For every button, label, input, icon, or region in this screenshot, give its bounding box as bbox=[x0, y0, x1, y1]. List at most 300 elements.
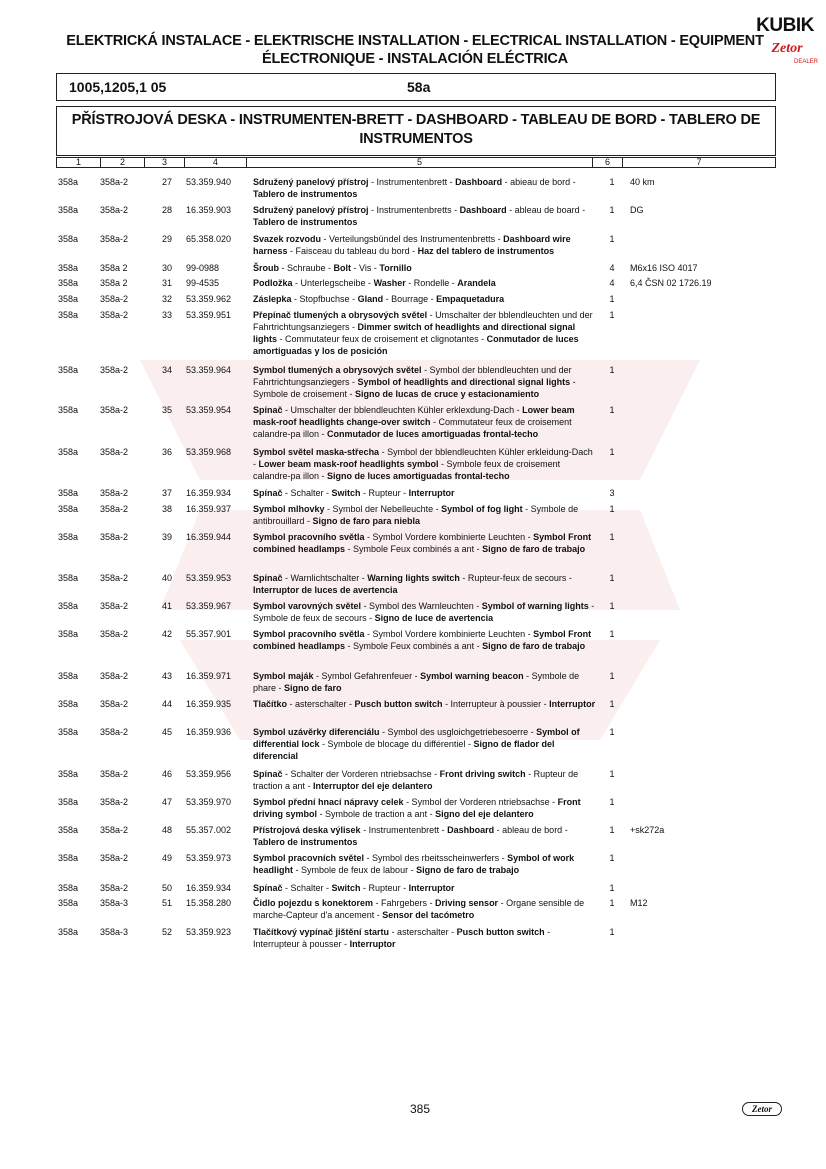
description-part: - Symbole feux de croisement calandre-pa illon - bbox=[253, 459, 561, 481]
col-position: 43 bbox=[161, 671, 172, 681]
description-bold-part: Lower beam mask-roof headlights symbol bbox=[258, 459, 439, 469]
description-bold-part: Šroub bbox=[253, 263, 279, 273]
description-part: - Symbol der bblendleuchten und der Fahrtrichtungsanziegers - bbox=[253, 365, 572, 387]
col-position: 40 bbox=[161, 573, 172, 583]
col-part-number: 53.359.951 bbox=[186, 310, 232, 320]
col-subgroup: 358a-2 bbox=[100, 234, 129, 244]
description-part: - Symbole de feux de labour - bbox=[293, 865, 417, 875]
description-part: - Faisceau du tableau du bord - bbox=[287, 246, 418, 256]
description-bold-part: Symbol pracovních světel bbox=[253, 853, 365, 863]
col-note: M6x16 ISO 4017 bbox=[630, 263, 698, 273]
col-subgroup: 358a-2 bbox=[100, 205, 129, 215]
col-subgroup: 358a-2 bbox=[100, 797, 129, 807]
col-quantity: 1 bbox=[609, 898, 615, 908]
description-part: - Symbole Feux combinés a ant - bbox=[345, 641, 483, 651]
logo-kubik-text: KUBIK bbox=[756, 15, 814, 36]
col-quantity: 1 bbox=[609, 825, 615, 835]
col-group: 358a bbox=[58, 853, 79, 863]
description-bold-part: Tlačítkový vypínač jištění startu bbox=[253, 927, 390, 937]
col-quantity: 1 bbox=[609, 883, 615, 893]
col-part-number: 53.359.964 bbox=[186, 365, 232, 375]
col-group: 358a bbox=[58, 294, 79, 304]
page-number: 385 bbox=[409, 1102, 431, 1116]
col-description bbox=[253, 364, 597, 400]
description-bold-part: Symbol of warning lights bbox=[481, 601, 589, 611]
col-position: 45 bbox=[161, 727, 172, 737]
col-group: 358a bbox=[58, 699, 79, 709]
col-part-number: 99-4535 bbox=[186, 278, 220, 288]
description-part: - Symbol der Vorderen ntriebsachse - bbox=[403, 797, 558, 807]
description-bold-part: Interruptor bbox=[408, 488, 455, 498]
col-group: 358a bbox=[58, 310, 79, 320]
col-subgroup: 358a 2 bbox=[100, 263, 128, 273]
description-bold-part: Symbol pracovního světla bbox=[253, 629, 365, 639]
col-quantity: 1 bbox=[609, 405, 615, 415]
description-part: - Commutateur feux de croisement calandre-pa illon - bbox=[253, 417, 572, 439]
col-position: 37 bbox=[161, 488, 172, 498]
col-position: 38 bbox=[161, 504, 172, 514]
description-part: - Umschalter der bblendleuchten Kühler erklexdung-Dach - bbox=[282, 405, 523, 415]
description-part: - Rupteur - bbox=[360, 883, 409, 893]
description-bold-part: Přepínač tlumených a obrysových světel bbox=[253, 310, 428, 320]
col-part-number: 53.359.954 bbox=[186, 405, 232, 415]
col-subgroup: 358a-2 bbox=[100, 488, 129, 498]
col-part-number: 16.359.935 bbox=[186, 699, 232, 709]
col-group: 358a bbox=[58, 825, 79, 835]
col-group: 358a bbox=[58, 671, 79, 681]
description-part: - Stopfbuchse - bbox=[291, 294, 358, 304]
description-bold-part: Lower beam mask-roof headlights change-over switch bbox=[253, 405, 575, 427]
col-subgroup: 358a-2 bbox=[100, 727, 129, 737]
description-bold-part: Tlačítko bbox=[253, 699, 288, 709]
description-bold-part: Front driving switch bbox=[439, 769, 526, 779]
col-description bbox=[253, 277, 597, 289]
group-code: 58a bbox=[407, 79, 431, 95]
col-note: 6,4 ČSN 02 1726.19 bbox=[630, 278, 712, 288]
col-subgroup: 358a-2 bbox=[100, 365, 129, 375]
col-part-number: 16.359.971 bbox=[186, 671, 232, 681]
col-part-number: 53.359.940 bbox=[186, 177, 232, 187]
col-subgroup: 358a-2 bbox=[100, 310, 129, 320]
column-header-4: 4 bbox=[185, 158, 247, 167]
description-bold-part: Interruptor bbox=[349, 939, 396, 949]
col-quantity: 1 bbox=[609, 601, 615, 611]
description-part: - Schraube - bbox=[279, 263, 334, 273]
description-bold-part: Conmutador de luces amortiguadas y los de posición bbox=[253, 334, 579, 356]
col-description bbox=[253, 670, 597, 694]
description-bold-part: Symbol warning beacon bbox=[420, 671, 524, 681]
footer-zetor-logo: Zetor bbox=[742, 1102, 782, 1116]
column-header bbox=[56, 157, 776, 168]
description-part: - Rupteur - bbox=[360, 488, 409, 498]
description-bold-part: Symbol mlhovky bbox=[253, 504, 325, 514]
description-bold-part: Switch bbox=[331, 488, 361, 498]
description-part: - asterschalter - bbox=[389, 927, 457, 937]
col-quantity: 1 bbox=[609, 797, 615, 807]
description-part: - Symbole de antibrouillard - bbox=[253, 504, 579, 526]
description-part: - ableau de bord - bbox=[494, 825, 568, 835]
description-bold-part: Symbol tlumených a obrysových světel bbox=[253, 365, 422, 375]
description-bold-part: Signo de flador del diferencial bbox=[253, 739, 555, 761]
description-bold-part: Switch bbox=[331, 883, 361, 893]
description-bold-part: Spínač bbox=[253, 405, 283, 415]
col-position: 27 bbox=[161, 177, 172, 187]
col-group: 358a bbox=[58, 898, 79, 908]
col-description bbox=[253, 404, 597, 440]
description-bold-part: Symbol Front combined headlamps bbox=[253, 532, 592, 554]
description-bold-part: Washer bbox=[373, 278, 406, 288]
description-part: - Unterlegscheibe - bbox=[292, 278, 374, 288]
description-part: - Symbole de blocage du différentiel - bbox=[319, 739, 474, 749]
col-description bbox=[253, 600, 597, 624]
description-part: - Symbol Vordere kombinierte Leuchten - bbox=[364, 629, 534, 639]
col-group: 358a bbox=[58, 573, 79, 583]
col-subgroup: 358a-2 bbox=[100, 601, 129, 611]
model-box bbox=[56, 73, 776, 101]
col-description bbox=[253, 233, 597, 257]
description-part: - Interrupteur à pousser - bbox=[253, 927, 551, 949]
col-group: 358a bbox=[58, 797, 79, 807]
col-group: 358a bbox=[58, 365, 79, 375]
description-bold-part: Warning lights switch bbox=[367, 573, 460, 583]
col-position: 28 bbox=[161, 205, 172, 215]
description-bold-part: Sensor del tacómetro bbox=[382, 910, 475, 920]
col-subgroup: 358a-2 bbox=[100, 177, 129, 187]
col-quantity: 1 bbox=[609, 504, 615, 514]
col-quantity: 1 bbox=[609, 573, 615, 583]
description-bold-part: Symbol pracovního světla bbox=[253, 532, 365, 542]
description-part: - Instrumentenbrett - bbox=[360, 825, 448, 835]
description-bold-part: Arandela bbox=[457, 278, 496, 288]
description-bold-part: Spínač bbox=[253, 488, 283, 498]
description-part: - Symbol des Warnleuchten - bbox=[361, 601, 482, 611]
description-bold-part: Pusch button switch bbox=[354, 699, 443, 709]
description-part: - Rondelle - bbox=[405, 278, 458, 288]
description-part: - Bourrage - bbox=[383, 294, 437, 304]
description-bold-part: Signo de faro bbox=[284, 683, 342, 693]
col-subgroup: 358a-2 bbox=[100, 294, 129, 304]
page-title-line1: ELEKTRICKÁ INSTALACE - ELEKTRISCHE INSTALLATION - ELECTRICAL INSTALLATION - EQUIPMENT bbox=[66, 33, 764, 49]
col-position: 49 bbox=[161, 853, 172, 863]
col-group: 358a bbox=[58, 883, 79, 893]
description-bold-part: Interruptor de luces de avertencia bbox=[253, 585, 398, 595]
col-description bbox=[253, 293, 597, 305]
description-bold-part: Dashboard wire harness bbox=[253, 234, 571, 256]
col-part-number: 53.359.956 bbox=[186, 769, 232, 779]
column-header-2: 2 bbox=[101, 158, 145, 167]
description-bold-part: Záslepka bbox=[253, 294, 292, 304]
col-note: DG bbox=[630, 205, 644, 215]
col-part-number: 16.359.936 bbox=[186, 727, 232, 737]
col-part-number: 53.359.967 bbox=[186, 601, 232, 611]
col-position: 36 bbox=[161, 447, 172, 457]
col-description bbox=[253, 446, 597, 482]
col-quantity: 1 bbox=[609, 294, 615, 304]
description-bold-part: Signo de faro de trabajo bbox=[482, 544, 586, 554]
description-bold-part: Interruptor bbox=[408, 883, 455, 893]
col-quantity: 1 bbox=[609, 853, 615, 863]
col-quantity: 1 bbox=[609, 234, 615, 244]
column-header-7: 7 bbox=[696, 157, 702, 167]
description-part: - Instrumentenbrett - bbox=[368, 177, 456, 187]
description-bold-part: Signo de luces amortiguadas frontal-techo bbox=[327, 471, 510, 481]
description-bold-part: Symbol uzávěrky diferenciálu bbox=[253, 727, 380, 737]
col-position: 42 bbox=[161, 629, 172, 639]
col-group: 358a bbox=[58, 488, 79, 498]
description-part: - Symbole de phare - bbox=[253, 671, 580, 693]
description-bold-part: Tablero de instrumentos bbox=[253, 217, 358, 227]
col-part-number: 15.358.280 bbox=[186, 898, 232, 908]
col-quantity: 1 bbox=[609, 769, 615, 779]
description-part: - ableau de board - bbox=[506, 205, 586, 215]
col-quantity: 1 bbox=[609, 671, 615, 681]
col-description bbox=[253, 531, 597, 555]
logo-zetor-text: Zetor bbox=[771, 41, 803, 56]
col-position: 52 bbox=[161, 927, 172, 937]
col-group: 358a bbox=[58, 504, 79, 514]
col-subgroup: 358a-2 bbox=[100, 573, 129, 583]
col-subgroup: 358a-2 bbox=[100, 629, 129, 639]
description-part: - Schalter - bbox=[282, 883, 332, 893]
col-quantity: 1 bbox=[609, 727, 615, 737]
description-bold-part: Symbol světel maska-střecha bbox=[253, 447, 380, 457]
description-part: - Symbol Gefahrenfeuer - bbox=[313, 671, 421, 681]
description-part: - Interrupteur à poussier - bbox=[442, 699, 550, 709]
col-group: 358a bbox=[58, 278, 79, 288]
col-subgroup: 358a-2 bbox=[100, 769, 129, 779]
description-bold-part: Front driving symbol bbox=[253, 797, 581, 819]
description-part: - Symbole Feux combinés a ant - bbox=[345, 544, 483, 554]
description-bold-part: Symbol of fog light bbox=[441, 504, 523, 514]
col-part-number: 16.359.903 bbox=[186, 205, 232, 215]
col-description bbox=[253, 698, 597, 710]
col-subgroup: 358a-2 bbox=[100, 504, 129, 514]
description-part: - Commutateur feux de croisement et clignotantes - bbox=[277, 334, 487, 344]
description-bold-part: Podložka bbox=[253, 278, 293, 288]
col-position: 34 bbox=[161, 365, 172, 375]
col-subgroup: 358a-3 bbox=[100, 927, 129, 937]
col-group: 358a bbox=[58, 234, 79, 244]
col-quantity: 1 bbox=[609, 205, 615, 215]
description-bold-part: Signo de lucas de cruce y estacionamiento bbox=[355, 389, 540, 399]
col-position: 35 bbox=[161, 405, 172, 415]
description-bold-part: Symbol přední hnací nápravy celek bbox=[253, 797, 404, 807]
description-part: - Schalter der Vorderen ntriebsachse - bbox=[282, 769, 440, 779]
col-part-number: 16.359.944 bbox=[186, 532, 232, 542]
description-bold-part: Signo de faro de trabajo bbox=[416, 865, 520, 875]
col-quantity: 4 bbox=[609, 278, 615, 288]
col-group: 358a bbox=[58, 205, 79, 215]
description-part: - Warnlichtschalter - bbox=[282, 573, 368, 583]
description-part: - Symbol des usgloichgetriebesoerre - bbox=[379, 727, 537, 737]
col-description bbox=[253, 897, 597, 921]
description-part: - Symbol des rbeitsscheinwerfers - bbox=[364, 853, 508, 863]
description-part: - Umschalter der bblendleuchten und der Fahrtrichtungsanziegers - bbox=[253, 310, 593, 332]
description-bold-part: Dimmer switch of headlights and directional signal lights bbox=[253, 322, 576, 344]
col-subgroup: 358a-2 bbox=[100, 405, 129, 415]
description-bold-part: Čidlo pojezdu s konektorem bbox=[253, 898, 374, 908]
description-part: - Rupteur-feux de secours - bbox=[459, 573, 572, 583]
col-subgroup: 358a-2 bbox=[100, 853, 129, 863]
col-description bbox=[253, 796, 597, 820]
col-part-number: 53.359.973 bbox=[186, 853, 232, 863]
col-quantity: 1 bbox=[609, 310, 615, 320]
col-position: 47 bbox=[161, 797, 172, 807]
column-header-3: 3 bbox=[145, 158, 185, 167]
col-description bbox=[253, 262, 597, 274]
col-note: 40 km bbox=[630, 177, 655, 187]
col-description bbox=[253, 628, 597, 652]
description-part: - Fahrgebers - bbox=[373, 898, 436, 908]
column-header-1: 1 bbox=[57, 158, 101, 167]
page-title bbox=[40, 32, 790, 68]
description-part: - Symbole de croisement - bbox=[253, 377, 576, 399]
col-description bbox=[253, 852, 597, 876]
col-quantity: 1 bbox=[609, 365, 615, 375]
col-group: 358a bbox=[58, 263, 79, 273]
page-title-line2: ÉLECTRONIQUE - INSTALACIÓN ELÉCTRICA bbox=[262, 51, 568, 67]
col-part-number: 53.359.953 bbox=[186, 573, 232, 583]
col-quantity: 1 bbox=[609, 629, 615, 639]
description-bold-part: Symbol of headlights and directional signal lights bbox=[357, 377, 571, 387]
col-group: 358a bbox=[58, 769, 79, 779]
description-bold-part: Dashboard bbox=[455, 177, 503, 187]
description-bold-part: Sdružený panelový přístroj bbox=[253, 205, 369, 215]
col-group: 358a bbox=[58, 177, 79, 187]
col-description bbox=[253, 882, 597, 894]
model-numbers: 1005,1205,1 05 bbox=[69, 79, 167, 95]
col-position: 46 bbox=[161, 769, 172, 779]
col-group: 358a bbox=[58, 601, 79, 611]
col-quantity: 1 bbox=[609, 177, 615, 187]
col-description bbox=[253, 572, 597, 596]
column-header-5: 5 bbox=[247, 158, 593, 167]
col-subgroup: 358a-2 bbox=[100, 699, 129, 709]
col-position: 51 bbox=[161, 898, 172, 908]
description-bold-part: Dashboard bbox=[447, 825, 495, 835]
description-bold-part: Tablero de instrumentos bbox=[253, 189, 358, 199]
description-bold-part: Haz del tablero de instrumentos bbox=[417, 246, 555, 256]
description-part: - Schalter - bbox=[282, 488, 332, 498]
col-note: +sk272a bbox=[630, 825, 665, 835]
col-group: 358a bbox=[58, 532, 79, 542]
col-position: 32 bbox=[161, 294, 172, 304]
col-part-number: 16.359.934 bbox=[186, 488, 232, 498]
column-header-6: 6 bbox=[593, 158, 623, 167]
description-bold-part: Spínač bbox=[253, 769, 283, 779]
description-bold-part: Bolt bbox=[333, 263, 352, 273]
col-group: 358a bbox=[58, 629, 79, 639]
description-bold-part: Conmutador de luces amortiguadas frontal-techo bbox=[327, 429, 539, 439]
col-description bbox=[253, 176, 597, 200]
col-quantity: 1 bbox=[609, 447, 615, 457]
col-description bbox=[253, 503, 597, 527]
description-bold-part: Signo del eje delantero bbox=[435, 809, 534, 819]
col-position: 50 bbox=[161, 883, 172, 893]
col-subgroup: 358a-2 bbox=[100, 447, 129, 457]
col-part-number: 99-0988 bbox=[186, 263, 220, 273]
description-bold-part: Signo de faro para niebla bbox=[312, 516, 421, 526]
col-part-number: 53.359.962 bbox=[186, 294, 232, 304]
description-bold-part: Signo de luce de avertencia bbox=[374, 613, 494, 623]
logo-dealer-text: DEALER bbox=[793, 59, 818, 65]
col-subgroup: 358a-2 bbox=[100, 825, 129, 835]
col-part-number: 53.359.923 bbox=[186, 927, 232, 937]
description-bold-part: Spínač bbox=[253, 573, 283, 583]
col-position: 41 bbox=[161, 601, 172, 611]
description-bold-part: Pusch button switch bbox=[456, 927, 545, 937]
col-group: 358a bbox=[58, 405, 79, 415]
col-part-number: 16.359.934 bbox=[186, 883, 232, 893]
col-quantity: 1 bbox=[609, 927, 615, 937]
description-bold-part: Symbol varovných světel bbox=[253, 601, 362, 611]
col-part-number: 55.357.901 bbox=[186, 629, 232, 639]
description-part: - Verteilungsbündel des Instrumentenbretts - bbox=[321, 234, 504, 244]
col-part-number: 53.359.968 bbox=[186, 447, 232, 457]
col-description bbox=[253, 824, 597, 848]
col-description bbox=[253, 487, 597, 499]
description-part: - Vis - bbox=[351, 263, 380, 273]
col-subgroup: 358a-2 bbox=[100, 883, 129, 893]
description-bold-part: Symbol of work headlight bbox=[253, 853, 575, 875]
col-quantity: 1 bbox=[609, 532, 615, 542]
col-description bbox=[253, 726, 597, 762]
description-bold-part: Signo de faro de trabajo bbox=[482, 641, 586, 651]
description-part: - Symbole de traction a ant - bbox=[317, 809, 436, 819]
col-part-number: 53.359.970 bbox=[186, 797, 232, 807]
col-subgroup: 358a-3 bbox=[100, 898, 129, 908]
description-bold-part: Sdružený panelový přístroj bbox=[253, 177, 369, 187]
col-group: 358a bbox=[58, 927, 79, 937]
description-bold-part: Spínač bbox=[253, 883, 283, 893]
description-bold-part: Tornillo bbox=[379, 263, 412, 273]
col-part-number: 16.359.937 bbox=[186, 504, 232, 514]
description-bold-part: Interruptor bbox=[549, 699, 596, 709]
col-group: 358a bbox=[58, 447, 79, 457]
description-part: - abieau de bord - bbox=[502, 177, 576, 187]
description-bold-part: Symbol of differential lock bbox=[253, 727, 580, 749]
col-quantity: 1 bbox=[609, 699, 615, 709]
col-group: 358a bbox=[58, 727, 79, 737]
col-position: 39 bbox=[161, 532, 172, 542]
description-bold-part: Svazek rozvodu bbox=[253, 234, 322, 244]
description-bold-part: Symbol Front combined headlamps bbox=[253, 629, 592, 651]
section-title: PŘÍSTROJOVÁ DESKA - INSTRUMENTEN-BRETT - DASHBOARD - TABLEAU DE BORD - TABLERO DE INSTRUMENTOS bbox=[56, 106, 776, 156]
col-position: 31 bbox=[161, 278, 172, 288]
col-subgroup: 358a-2 bbox=[100, 532, 129, 542]
description-bold-part: Driving sensor bbox=[435, 898, 499, 908]
description-bold-part: Interruptor del eje delantero bbox=[313, 781, 433, 791]
description-part: - Organe sensible de marche-Capteur d'a ancement - bbox=[253, 898, 585, 920]
description-bold-part: Dashboard bbox=[459, 205, 507, 215]
description-part: - Rupteur de traction a ant - bbox=[253, 769, 579, 791]
description-bold-part: Přístrojová deska výlisek bbox=[253, 825, 361, 835]
description-part: - Symbol der Nebelleuchte - bbox=[324, 504, 442, 514]
description-part: - asterschalter - bbox=[287, 699, 355, 709]
description-bold-part: Symbol maják bbox=[253, 671, 314, 681]
col-part-number: 55.357.002 bbox=[186, 825, 232, 835]
col-position: 44 bbox=[161, 699, 172, 709]
description-part: - Instrumentenbretts - bbox=[368, 205, 460, 215]
col-subgroup: 358a 2 bbox=[100, 278, 128, 288]
col-quantity: 3 bbox=[609, 488, 615, 498]
col-quantity: 4 bbox=[609, 263, 615, 273]
description-bold-part: Tablero de instrumentos bbox=[253, 837, 358, 847]
col-position: 29 bbox=[161, 234, 172, 244]
col-position: 33 bbox=[161, 310, 172, 320]
col-note: M12 bbox=[630, 898, 648, 908]
description-bold-part: Empaquetadura bbox=[436, 294, 505, 304]
